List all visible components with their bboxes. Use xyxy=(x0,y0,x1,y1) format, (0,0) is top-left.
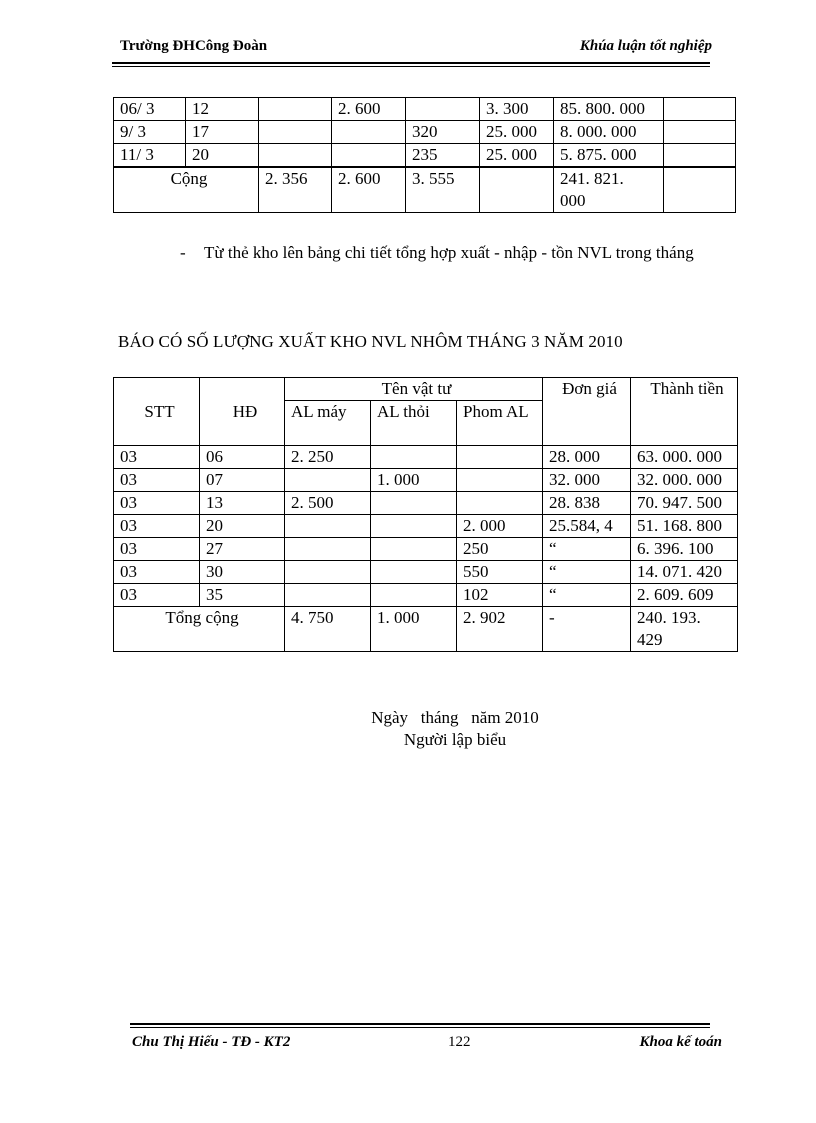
cell: 235 xyxy=(406,144,480,168)
cell xyxy=(371,515,457,538)
cell xyxy=(664,167,736,213)
bullet-text: Từ thẻ kho lên bảng chi tiết tổng hợp xuất - nhập - tồn NVL trong tháng xyxy=(204,243,694,262)
cell: 25. 000 xyxy=(480,121,554,144)
header-school: Trường ĐHCông Đoàn xyxy=(120,38,268,54)
cell: 1. 000 xyxy=(371,469,457,492)
signature-date: Ngày tháng năm 2010 xyxy=(371,708,539,727)
header-hd: HĐ xyxy=(200,378,285,446)
cell: 35 xyxy=(200,584,285,607)
cell: 8. 000. 000 xyxy=(554,121,664,144)
header-stt: STT xyxy=(114,378,200,446)
header-al-may: AL máy xyxy=(285,401,371,446)
cell: 13 xyxy=(200,492,285,515)
cell xyxy=(664,98,736,121)
cell: 2. 250 xyxy=(285,446,371,469)
cell xyxy=(371,538,457,561)
cell: 9/ 3 xyxy=(114,121,186,144)
cell xyxy=(259,98,332,121)
cell: 12 xyxy=(186,98,259,121)
table-row xyxy=(114,492,738,515)
total-label: Cộng xyxy=(114,167,259,213)
cell: 2. 500 xyxy=(285,492,371,515)
header-row xyxy=(114,378,738,401)
cell: 03 xyxy=(114,492,200,515)
total-amount-line1: 240. 193. xyxy=(637,608,701,627)
total-phom-al: 2. 902 xyxy=(457,607,543,652)
table-row xyxy=(114,584,738,607)
cell: 27 xyxy=(200,538,285,561)
table-row xyxy=(114,98,736,121)
cell: 28. 838 xyxy=(543,492,631,515)
cell: 06/ 3 xyxy=(114,98,186,121)
total-amount-line2: 000 xyxy=(560,191,586,210)
total-amount-line1: 241. 821. xyxy=(560,169,624,188)
cell: 3. 300 xyxy=(480,98,554,121)
cell: 32. 000 xyxy=(543,469,631,492)
cell: 30 xyxy=(200,561,285,584)
header-divider xyxy=(112,62,710,64)
aluminium-issue-table xyxy=(113,377,738,652)
cell: 250 xyxy=(457,538,543,561)
cell: 28. 000 xyxy=(543,446,631,469)
cell: 03 xyxy=(114,584,200,607)
cell xyxy=(259,144,332,168)
table-row xyxy=(114,561,738,584)
cell: 03 xyxy=(114,538,200,561)
cell: 5. 875. 000 xyxy=(554,144,664,168)
bullet-dash: - xyxy=(180,243,186,262)
cell xyxy=(457,469,543,492)
footer-author: Chu Thị Hiếu - TĐ - KT2 xyxy=(132,1034,291,1050)
table-row xyxy=(114,121,736,144)
table-row xyxy=(114,469,738,492)
report-title: BÁO CÓ SỐ LƯỢNG XUẤT KHO NVL NHÔM THÁNG 3 NĂM 2010 xyxy=(118,332,623,351)
cell: 70. 947. 500 xyxy=(631,492,738,515)
cell: 07 xyxy=(200,469,285,492)
cell: 20 xyxy=(200,515,285,538)
cell: 320 xyxy=(406,121,480,144)
total-unit-price: - xyxy=(543,607,631,652)
cell: 85. 800. 000 xyxy=(554,98,664,121)
header-divider-thin xyxy=(112,66,710,67)
footer-divider-thin xyxy=(130,1027,710,1028)
cell xyxy=(332,144,406,168)
cell: 25.584, 4 xyxy=(543,515,631,538)
cell: 550 xyxy=(457,561,543,584)
total-amount-cell xyxy=(554,167,664,213)
cell xyxy=(664,144,736,168)
cell xyxy=(371,584,457,607)
stock-card-table xyxy=(113,97,736,213)
cell: 2. 356 xyxy=(259,167,332,213)
header-material-name: Tên vật tư xyxy=(285,378,543,401)
cell: 25. 000 xyxy=(480,144,554,168)
cell xyxy=(457,492,543,515)
cell xyxy=(664,121,736,144)
cell xyxy=(285,538,371,561)
cell: 14. 071. 420 xyxy=(631,561,738,584)
cell: 32. 000. 000 xyxy=(631,469,738,492)
header-thesis: Khúa luận tốt nghiệp xyxy=(579,38,712,54)
cell xyxy=(371,561,457,584)
total-al-may: 4. 750 xyxy=(285,607,371,652)
cell xyxy=(285,584,371,607)
signature-role: Người lập biểu xyxy=(403,730,507,749)
cell: 20 xyxy=(186,144,259,168)
cell: 63. 000. 000 xyxy=(631,446,738,469)
cell: 03 xyxy=(114,446,200,469)
header-unit-price: Đơn giá xyxy=(543,378,631,446)
cell: 2. 600 xyxy=(332,98,406,121)
cell xyxy=(371,446,457,469)
total-amount-cell xyxy=(631,607,738,652)
footer-department: Khoa kế toán xyxy=(639,1034,722,1050)
cell xyxy=(480,167,554,213)
total-al-thoi: 1. 000 xyxy=(371,607,457,652)
cell: 03 xyxy=(114,561,200,584)
header-phom-al: Phom AL xyxy=(457,401,543,446)
cell: 2. 000 xyxy=(457,515,543,538)
cell: 17 xyxy=(186,121,259,144)
table-row xyxy=(114,446,738,469)
table-row xyxy=(114,144,736,168)
total-amount-line2: 429 xyxy=(637,630,663,649)
cell xyxy=(259,121,332,144)
cell xyxy=(285,515,371,538)
cell: 03 xyxy=(114,469,200,492)
cell xyxy=(406,98,480,121)
cell xyxy=(371,492,457,515)
cell: 2. 600 xyxy=(332,167,406,213)
total-row xyxy=(114,167,736,213)
cell xyxy=(285,469,371,492)
cell: 6. 396. 100 xyxy=(631,538,738,561)
cell: 51. 168. 800 xyxy=(631,515,738,538)
cell: 03 xyxy=(114,515,200,538)
footer-divider xyxy=(130,1023,710,1025)
cell: “ xyxy=(543,584,631,607)
cell: 102 xyxy=(457,584,543,607)
cell: “ xyxy=(543,538,631,561)
total-label: Tổng cộng xyxy=(114,607,285,652)
table-row xyxy=(114,515,738,538)
cell: 06 xyxy=(200,446,285,469)
total-row xyxy=(114,607,738,652)
cell: 2. 609. 609 xyxy=(631,584,738,607)
cell xyxy=(457,446,543,469)
header-amount: Thành tiền xyxy=(631,378,738,446)
cell: 3. 555 xyxy=(406,167,480,213)
cell: 11/ 3 xyxy=(114,144,186,168)
page-number: 122 xyxy=(448,1034,471,1050)
cell xyxy=(285,561,371,584)
table-row xyxy=(114,538,738,561)
header-al-thoi: AL thỏi xyxy=(371,401,457,446)
cell xyxy=(332,121,406,144)
cell: “ xyxy=(543,561,631,584)
